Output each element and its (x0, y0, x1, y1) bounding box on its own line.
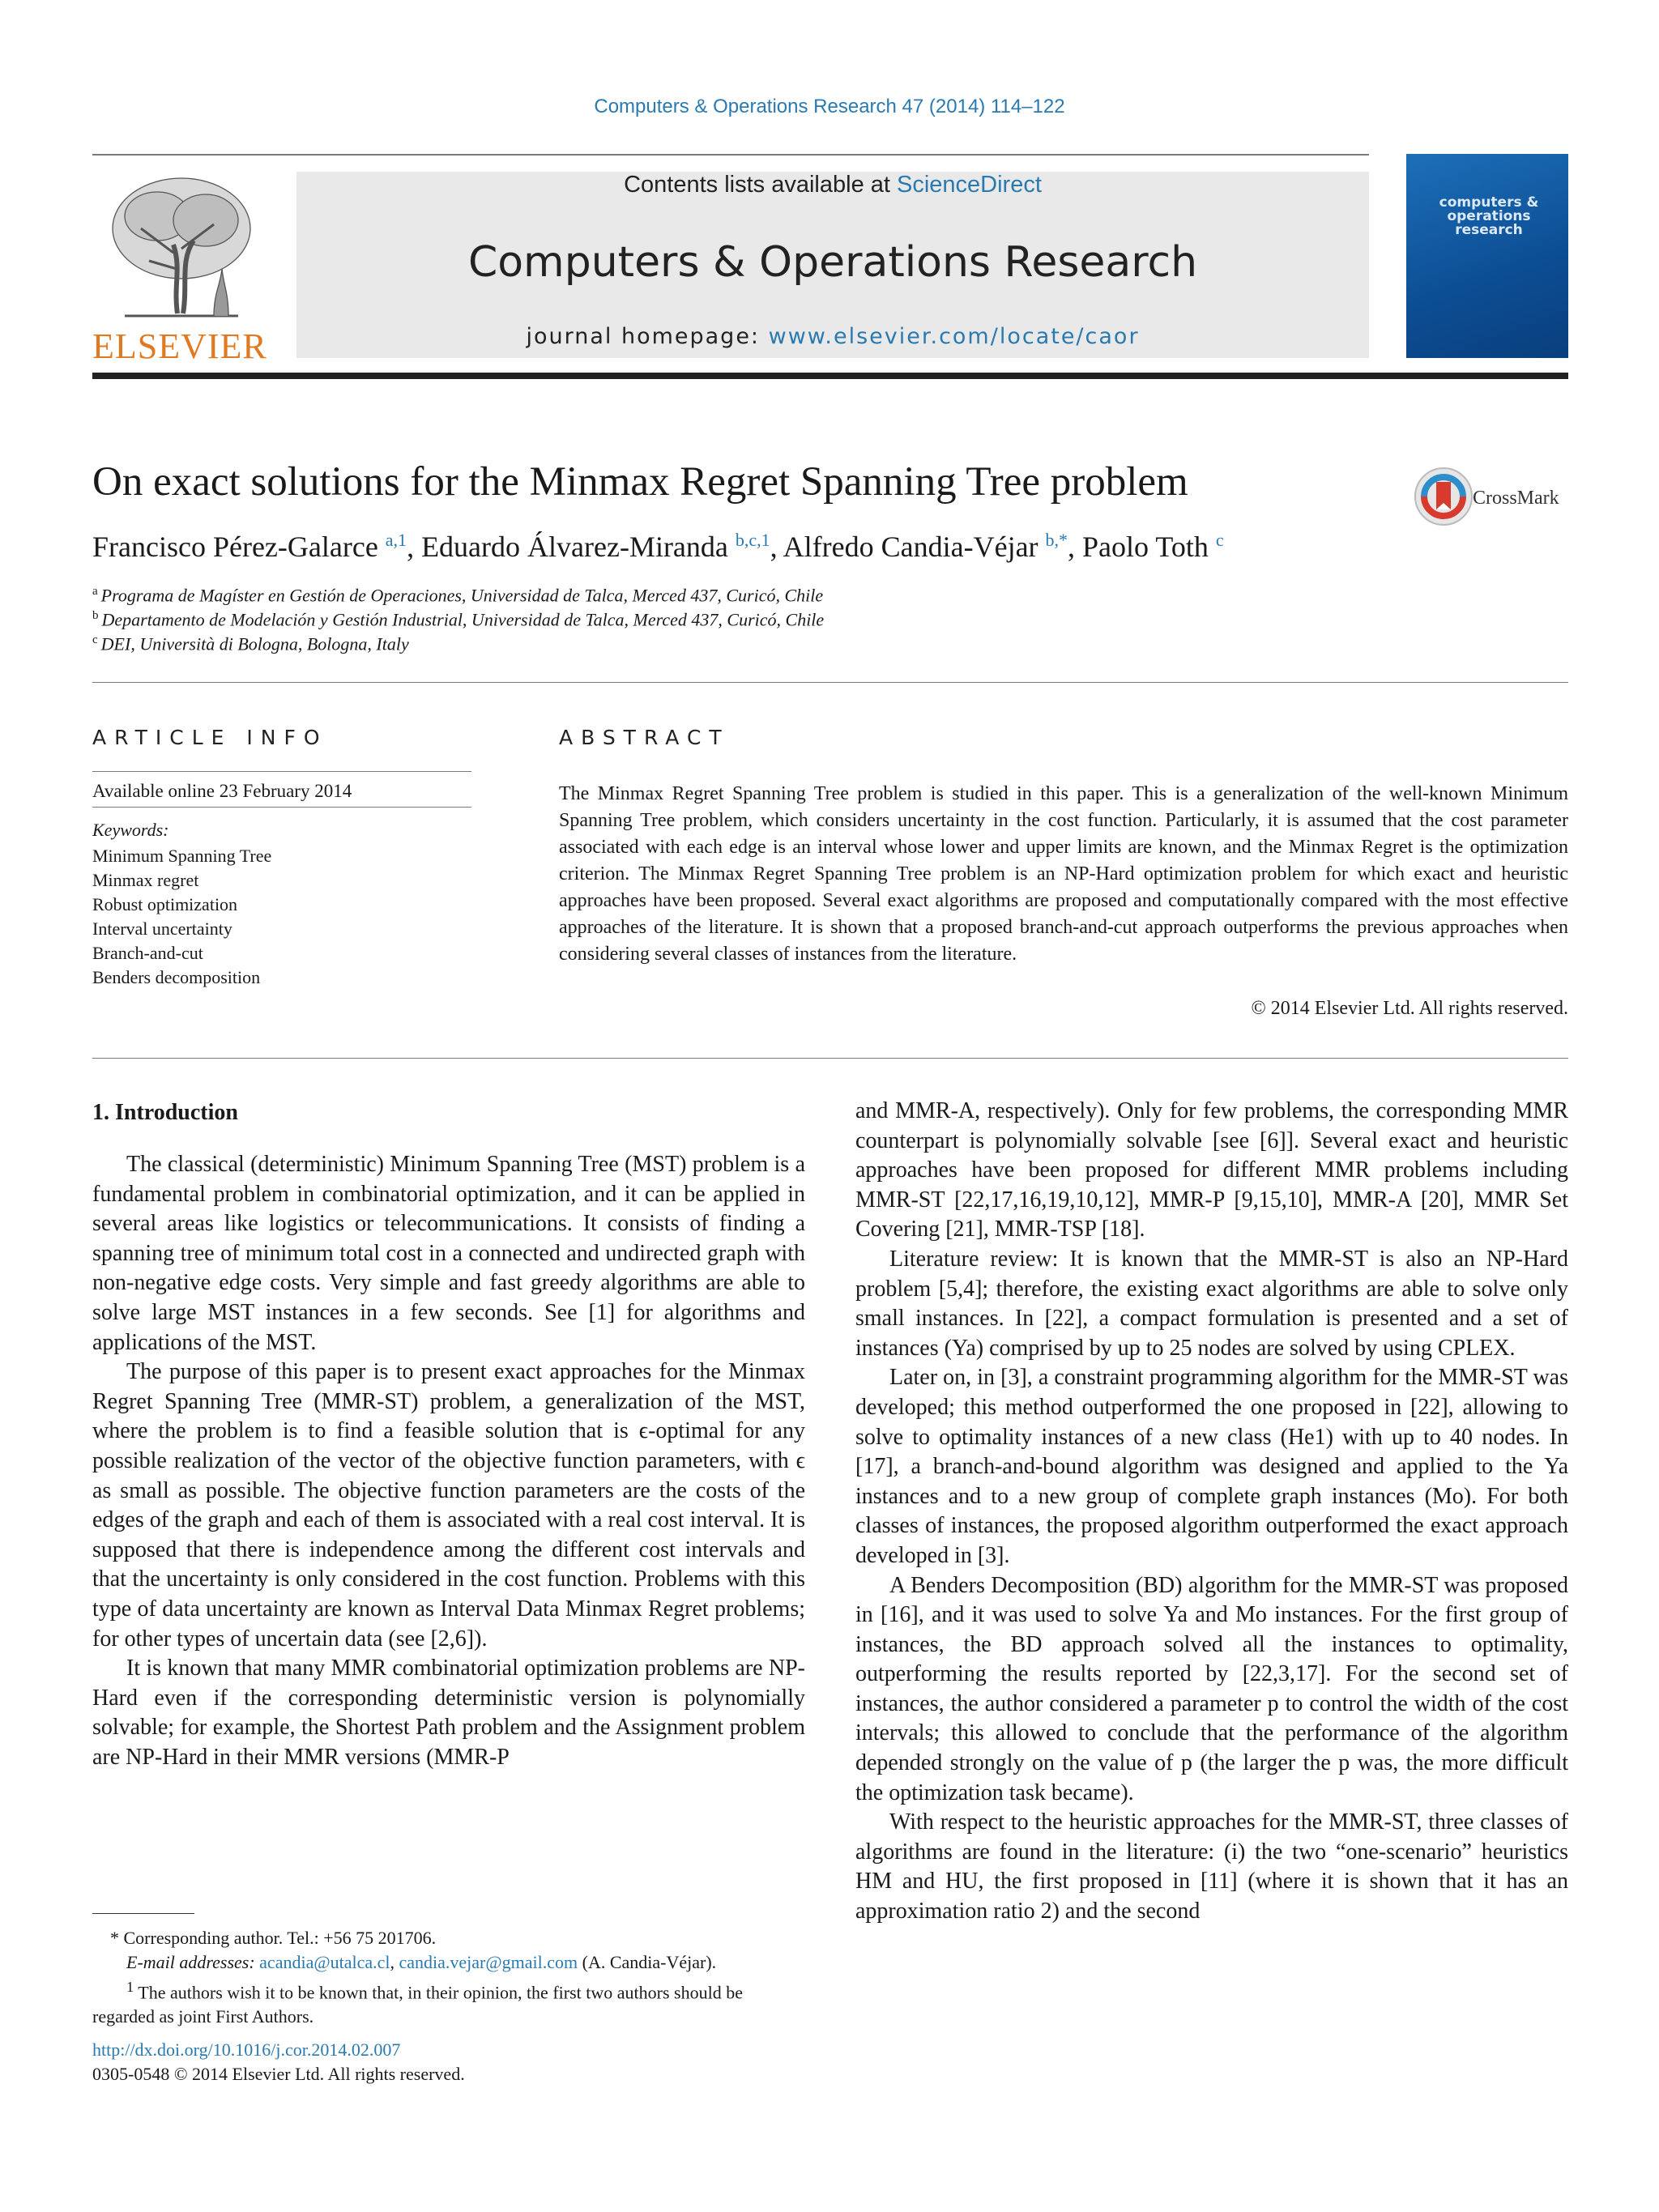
body-paragraph: and MMR-A, respectively). Only for few problems, the corresponding MMR counterpart is polynomially solvable [see [6]]. Several exact and heuristic approaches have been proposed for different MMR problems including MMR-ST [22,17,16,19,10,12], MMR-P [9,15,10], MMR-A [20], MMR Set Covering [21], MMR-TSP [18]. (855, 1098, 1568, 1242)
affiliation (92, 585, 823, 606)
footnote-emails: E-mail addresses: acandia@utalca.cl, candia.vejar@gmail.com (A. Candia-Véjar). (126, 1952, 717, 1972)
citation-link[interactable]: Computers & Operations Research 47 (2014) 114–122 (594, 96, 1065, 117)
author-affiliation-marker[interactable]: c (1215, 530, 1224, 550)
contents-prefix: Contents lists available at (624, 172, 897, 198)
section-heading: 1. Introduction (92, 1100, 238, 1125)
affiliation (92, 609, 824, 630)
divider (92, 807, 471, 808)
body-paragraph: Later on, in [3], a constraint programming algorithm for the MMR-ST was developed; this method outperformed the one proposed in [22], allowing to solve to optimality instances of a new class (He1) with up to 40 nodes. In [17], a branch-and-bound algorithm was designed and applied to the Ya instances and to a new group of complete graph instances (Mo). For both classes of instances, the proposed algorithm outperformed the exact approach developed in [3]. (855, 1365, 1568, 1568)
email-label: E-mail addresses: (126, 1952, 255, 1972)
header-rule (92, 373, 1568, 379)
footnote-1: $^1$ The authors wish it to be known that, in their opinion, the first two authors should be regarded as joint First Authors. (92, 1979, 743, 2027)
doi-link[interactable]: http://dx.doi.org/10.1016/j.cor.2014.02.007 (92, 2039, 401, 2060)
keyword: Minimum Spanning Tree (92, 846, 272, 866)
footnotes (92, 1926, 805, 2029)
keywords-list (92, 844, 271, 990)
divider (92, 771, 471, 772)
keyword: Benders decomposition (92, 967, 261, 987)
keywords-label: Keywords: (92, 820, 169, 840)
journal-cover-image[interactable] (1406, 154, 1568, 358)
author-name: Alfredo Candia-Véjar (783, 531, 1038, 563)
author-affiliation-marker[interactable]: b,* (1045, 530, 1068, 550)
contents-line (296, 172, 1369, 198)
email-owner: (A. Candia-Véjar). (582, 1952, 717, 1972)
author-affiliation-marker[interactable]: a,1 (385, 530, 407, 550)
sciencedirect-link[interactable]: ScienceDirect (897, 172, 1042, 198)
divider (92, 1058, 1568, 1059)
homepage-line (296, 324, 1369, 349)
available-online-date: Available online 23 February 2014 (92, 781, 352, 801)
crossmark-label[interactable]: CrossMark (1473, 488, 1559, 509)
body-paragraph: With respect to the heuristic approaches for the MMR-ST, three classes of algorithms are found in the literature: (i) the two “one-scenario” heuristics HM and HU, the first proposed in [11] (where it is shown that it has an approximation ratio 2) and the second (855, 1809, 1568, 1924)
article-info-heading: ARTICLE INFO (92, 726, 328, 749)
keyword: Robust optimization (92, 894, 238, 914)
affiliation (92, 633, 409, 654)
author-name: Paolo Toth (1082, 531, 1209, 563)
author-name: Eduardo Álvarez-Miranda (421, 531, 728, 563)
footnote-corresponding: * Corresponding author. Tel.: +56 75 201706. (110, 1928, 437, 1948)
body-paragraph: It is known that many MMR combinatorial optimization problems are NP-Hard even if the corresponding deterministic version is polynomially solvable; for example, the Shortest Path problem and the Assignment problem are NP-Hard in their MMR versions (MMR-P (92, 1656, 805, 1770)
top-rule (92, 154, 1369, 156)
abstract-text: The Minmax Regret Spanning Tree problem is studied in this paper. This is a generalization of the well-known Minimum Spanning Tree problem, which considers uncertainty in the cost function. Particularly, it is assumed that the cost parameter associated with each edge is an interval whose lower and upper limits are known, and the Minmax Regret is the optimization criterion. The Minmax Regret Spanning Tree problem is an NP-Hard optimization problem for which exact and heuristic approaches have been proposed. Several exact algorithms are proposed and computationally compared with the most effective approaches of the literature. It is shown that a proposed branch-and-cut approach outperforms the previous approaches when considering several classes of instances from the literature. (559, 783, 1568, 965)
affiliation-text: DEI, Università di Bologna, Bologna, Italy (100, 633, 409, 654)
issn-copyright: 0305-0548 © 2014 Elsevier Ltd. All rights reserved. (92, 2064, 465, 2084)
homepage-prefix: journal homepage: (526, 324, 769, 349)
affiliation-key: c (92, 633, 98, 646)
body-paragraph: A Benders Decomposition (BD) algorithm for the MMR-ST was proposed in [16], and it was used to solve Ya and Mo instances. For the first group of instances, the BD approach solved all the instances to optimality, outperforming the results reported by [22,3,17]. For the second set of instances, the author considered a parameter p to control the width of the cost intervals; this allowed to conclude that the performance of the algorithm depended strongly on the value of p (the larger the p was, the more difficult the optimization task became). (855, 1572, 1568, 1805)
author-name: Francisco Pérez-Galarce (92, 531, 378, 563)
article-title: On exact solutions for the Minmax Regret Spanning Tree problem (92, 459, 1188, 505)
divider (92, 682, 1568, 683)
journal-banner (296, 172, 1369, 358)
footnote-rule (92, 1913, 194, 1914)
cover-title: computers & operations research (1439, 194, 1539, 238)
body-column-right (855, 1097, 1568, 1927)
abstract-copyright: © 2014 Elsevier Ltd. All rights reserved. (1251, 998, 1568, 1019)
homepage-link[interactable]: www.elsevier.com/locate/caor (768, 324, 1140, 349)
email-link[interactable]: acandia@utalca.cl (259, 1952, 390, 1972)
keyword: Interval uncertainty (92, 918, 232, 939)
keyword: Minmax regret (92, 870, 199, 890)
author-list: Francisco Pérez-Galarce $^{a,1}$, Eduardo Álvarez-Miranda $^{b,c,1}$, Alfredo Candia-Véjar $^{b,*}$, Paolo Toth $^c$ (92, 530, 1224, 563)
affiliation-key: a (92, 585, 98, 598)
footnote-text: The authors wish it to be known that, in their opinion, the first two authors should be regarded as joint First Authors. (92, 1982, 743, 2027)
abstract-heading: ABSTRACT (559, 726, 730, 749)
footnote-text: Corresponding author. Tel.: +56 75 201706. (123, 1928, 437, 1948)
body-paragraph: The classical (deterministic) Minimum Spanning Tree (MST) problem is a fundamental problem in combinatorial optimization, and it can be applied in several areas like logistics or telecommunications. It consists of finding a spanning tree of minimum total cost in a connected and undirected graph with non-negative edge costs. Very simple and fast greedy algorithms are able to solve large MST instances in a few seconds. See [1] for algorithms and applications of the MST. (92, 1152, 805, 1355)
affiliation-text: Programa de Magíster en Gestión de Operaciones, Universidad de Talca, Merced 437, Curicó, Chile (100, 585, 824, 606)
body-paragraph: The purpose of this paper is to present exact approaches for the Minmax Regret Spanning Tree (MMR-ST) problem, a generalization of the MST, where the problem is to find a feasible solution that is ϵ-optimal for any possible realization of the vector of the objective function parameters, with ϵ as small as possible. The objective function parameters are the costs of the edges of the graph and each of them is associated with a real cost interval. It is supposed that there is independence among the different cost intervals and that the uncertainty is only considered in the cost function. Problems with this type of data uncertainty are known as Interval Data Minmax Regret problems; for other types of uncertain data (see [2,6]). (92, 1359, 805, 1652)
crossmark-icon[interactable] (1413, 466, 1474, 527)
keyword: Branch-and-cut (92, 943, 203, 963)
body-column-left (92, 1150, 805, 1772)
affiliation-text: Departamento de Modelación y Gestión Industrial, Universidad de Talca, Merced 437, Curicó, Chile (101, 609, 825, 630)
affiliation-key: b (92, 609, 99, 622)
body-paragraph: Literature review: It is known that the MMR-ST is also an NP-Hard problem [5,4]; therefore, the existing exact algorithms are able to solve only small instances. In [22], a compact formulation is presented and a set of instances (Ya) comprised by up to 25 nodes are solved by using CPLEX. (855, 1246, 1568, 1361)
author-affiliation-marker[interactable]: b,c,1 (735, 530, 770, 550)
publisher-name: ELSEVIER (92, 326, 267, 366)
journal-title: Computers & Operations Research (467, 238, 1198, 287)
email-link[interactable]: candia.vejar@gmail.com (399, 1952, 578, 1972)
